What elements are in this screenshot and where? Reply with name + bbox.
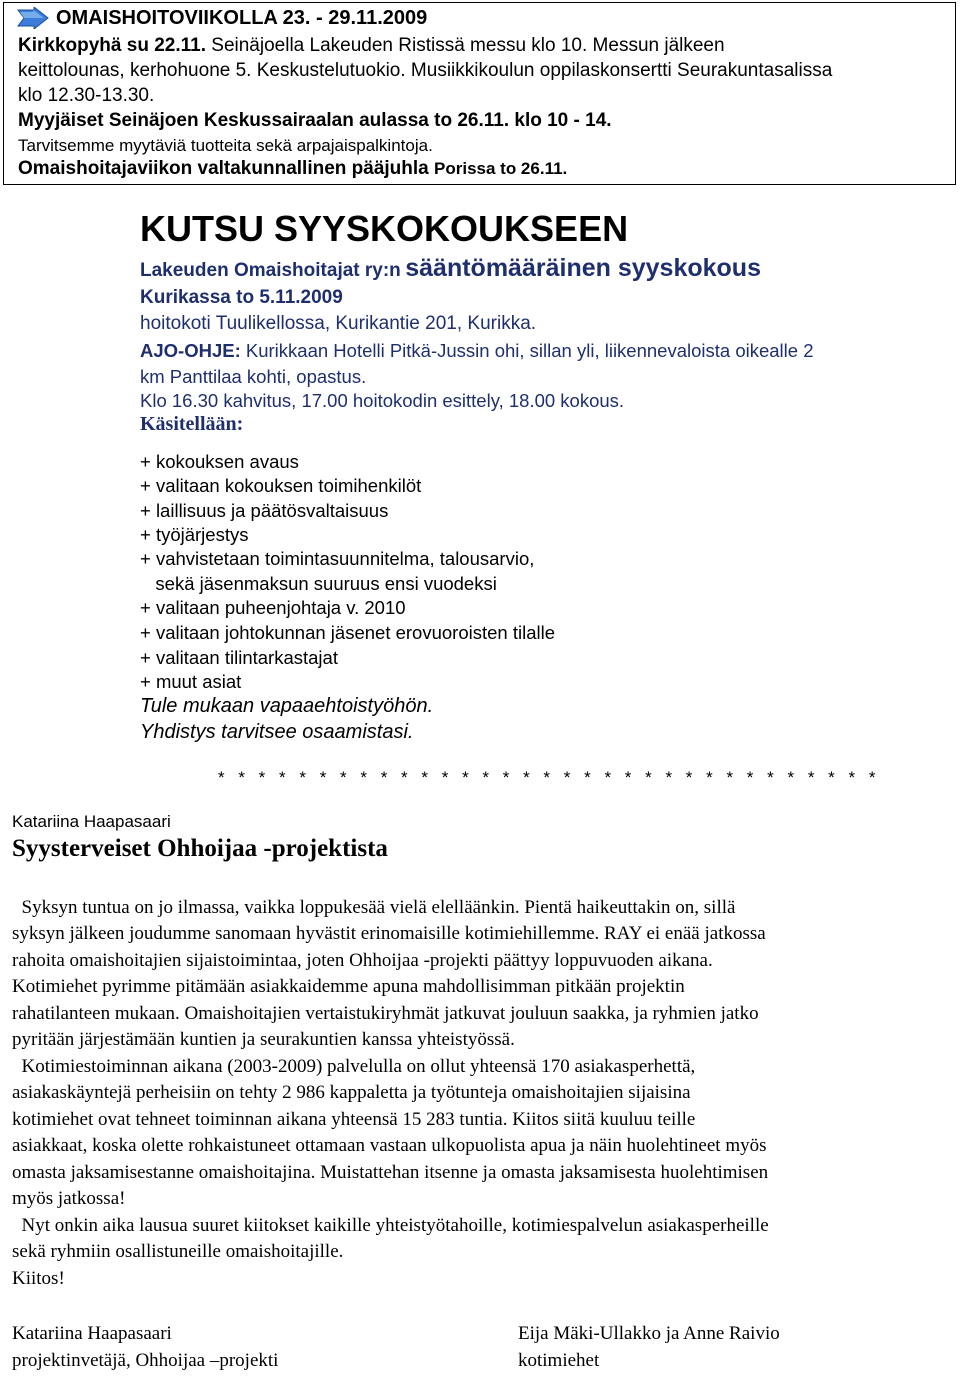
agenda-item: + vahvistetaan toimintasuunnitelma, talousarvio, (140, 548, 535, 569)
box-line (18, 35, 725, 57)
agenda-title: Käsitellään: (140, 413, 244, 435)
agenda-item: + valitaan johtokunnan jäsenet erovuoroisten tilalle (140, 622, 555, 643)
signature-left-name: Katariina Haapasaari (12, 1323, 172, 1344)
article-line: Syksyn tuntua on jo ilmassa, vaikka loppukesää vielä elelläänkin. Pientä haikeuttakin on, sillä (12, 897, 736, 918)
article-line: rahoita omaishoitajien sijaistoimintaa, joten Ohhoijaa -projekti päättyy loppuvuoden aikana. (12, 950, 713, 971)
invitation-address: hoitokoti Tuulikellossa, Kurikantie 201, Kurikka. (140, 313, 537, 334)
directions-text: Kurikkaan Hotelli Pitkä-Jussin ohi, sillan yli, liikennevaloista oikealle 2 (245, 340, 814, 361)
box-line-bold (18, 158, 567, 180)
box-title: OMAISHOITOVIIKOLLA 23. - 29.11.2009 (56, 7, 428, 29)
article-line: pyritään järjestämään kuntien ja seurakuntien kanssa yhteistyössä. (12, 1029, 515, 1050)
box-line: Tarvitsemme myytäviä tuotteita sekä arpajaispalkintoja. (18, 136, 433, 155)
signature-left-role: projektinvetäjä, Ohhoijaa –projekti (12, 1350, 279, 1371)
agenda-item: + laillisuus ja päätösvaltaisuus (140, 500, 389, 521)
agenda-item: + valitaan puheenjohtaja v. 2010 (140, 597, 406, 618)
signature-right-role: kotimiehet (518, 1350, 600, 1371)
article-line: myös jatkossa! (12, 1188, 126, 1209)
signature-right-name: Eija Mäki-Ullakko ja Anne Raivio (518, 1323, 780, 1344)
directions-label: AJO-OHJE: (140, 340, 241, 361)
article-line: kotimiehet ovat tehneet toiminnan aikana yhteensä 15 283 tuntia. Kiitos siitä kuuluu teille (12, 1109, 696, 1130)
box-line: klo 12.30-13.30. (18, 85, 155, 106)
invitation-meeting: sääntömääräinen syyskokous (405, 254, 761, 282)
invitation-place-date: Kurikassa to 5.11.2009 (140, 287, 343, 308)
agenda-item: + valitaan kokouksen toimihenkilöt (140, 475, 422, 496)
article-line: sekä ryhmiin osallistuneille omaishoitajille. (12, 1241, 344, 1262)
box-line-text: Seinäjoella Lakeuden Ristissä messu klo 10. Messun jälkeen (211, 35, 725, 56)
directions-text-2: km Panttilaa kohti, opastus. (140, 366, 367, 387)
arrow-bullet-icon (16, 7, 50, 29)
invitation-directions (140, 340, 814, 362)
agenda-item: + muut asiat (140, 671, 242, 692)
article-line: syksyn jälkeen joudumme sanomaan hyvästit erinomaisille kotimiehillemme. RAY ei enää jatkossa (12, 923, 766, 944)
article-line: asiakaskäyntejä perheisiin on tehty 2 986 kappaletta ja työtunteja omaishoitajien sijaisina (12, 1082, 691, 1103)
separator-stars: * * * * * * * * * * * * * * * * * * * * * * * * * * * * * * * * * (218, 768, 880, 787)
box-line-main: Omaishoitajaviikon valtakunnallinen pääjuhla (18, 158, 429, 179)
agenda-item: sekä jäsenmaksun suuruus ensi vuodeksi (140, 573, 497, 594)
agenda-item: + valitaan tilintarkastajat (140, 647, 338, 668)
article-line: Nyt onkin aika lausua suuret kiitokset kaikille yhteistyötahoille, kotimiespalvelun asiakasperheille (12, 1215, 769, 1236)
closing-line: Yhdistys tarvitsee osaamistasi. (140, 721, 414, 743)
invitation-heading: KUTSU SYYSKOKOUKSEEN (140, 208, 629, 249)
box-line-bold: Myyjäiset Seinäjoen Keskussairaalan aulassa to 26.11. klo 10 - 14. (18, 110, 612, 131)
invitation-org-line (140, 254, 761, 283)
article-line: Kotimiestoiminnan aikana (2003-2009) palvelulla on ollut yhteensä 170 asiakasperhettä, (12, 1056, 696, 1077)
article-author: Katariina Haapasaari (12, 812, 171, 831)
box-line-tail: Porissa to 26.11. (434, 159, 568, 178)
box-line: keittolounas, kerhohuone 5. Keskustelutuokio. Musiikkikoulun oppilaskonsertti Seurakuntasalissa (18, 60, 833, 81)
box-line-bold: Kirkkopyhä su 22.11. (18, 35, 206, 56)
agenda-item: + kokouksen avaus (140, 451, 299, 472)
article-line: omasta jaksamisestanne omaishoitajina. Muistattehan itsenne ja omasta jaksamisesta huolehtimisen (12, 1162, 769, 1183)
article-line: asiakkaat, koska olette rohkaistuneet ottamaan vastaan ulkopuolista apua ja näin huolehtineet myös (12, 1135, 767, 1156)
article-line: Kotimiehet pyrimme pitämään asiakkaidemme apuna mahdollisimman pitkään projektin (12, 976, 685, 997)
article-line: Kiitos! (12, 1268, 65, 1289)
invitation-org: Lakeuden Omaishoitajat ry:n (140, 260, 401, 281)
invitation-schedule: Klo 16.30 kahvitus, 17.00 hoitokodin esittely, 18.00 kokous. (140, 390, 625, 411)
closing-line: Tule mukaan vapaaehtoistyöhön. (140, 695, 434, 717)
article-line: rahatilanteen mukaan. Omaishoitajien vertaistukiryhmät jatkuvat jouluun saakka, ja ryhmien jatko (12, 1003, 759, 1024)
agenda-item: + työjärjestys (140, 524, 249, 545)
omaishoitoviikko-box (3, 2, 956, 185)
article-title: Syysterveiset Ohhoijaa -projektista (12, 835, 388, 862)
